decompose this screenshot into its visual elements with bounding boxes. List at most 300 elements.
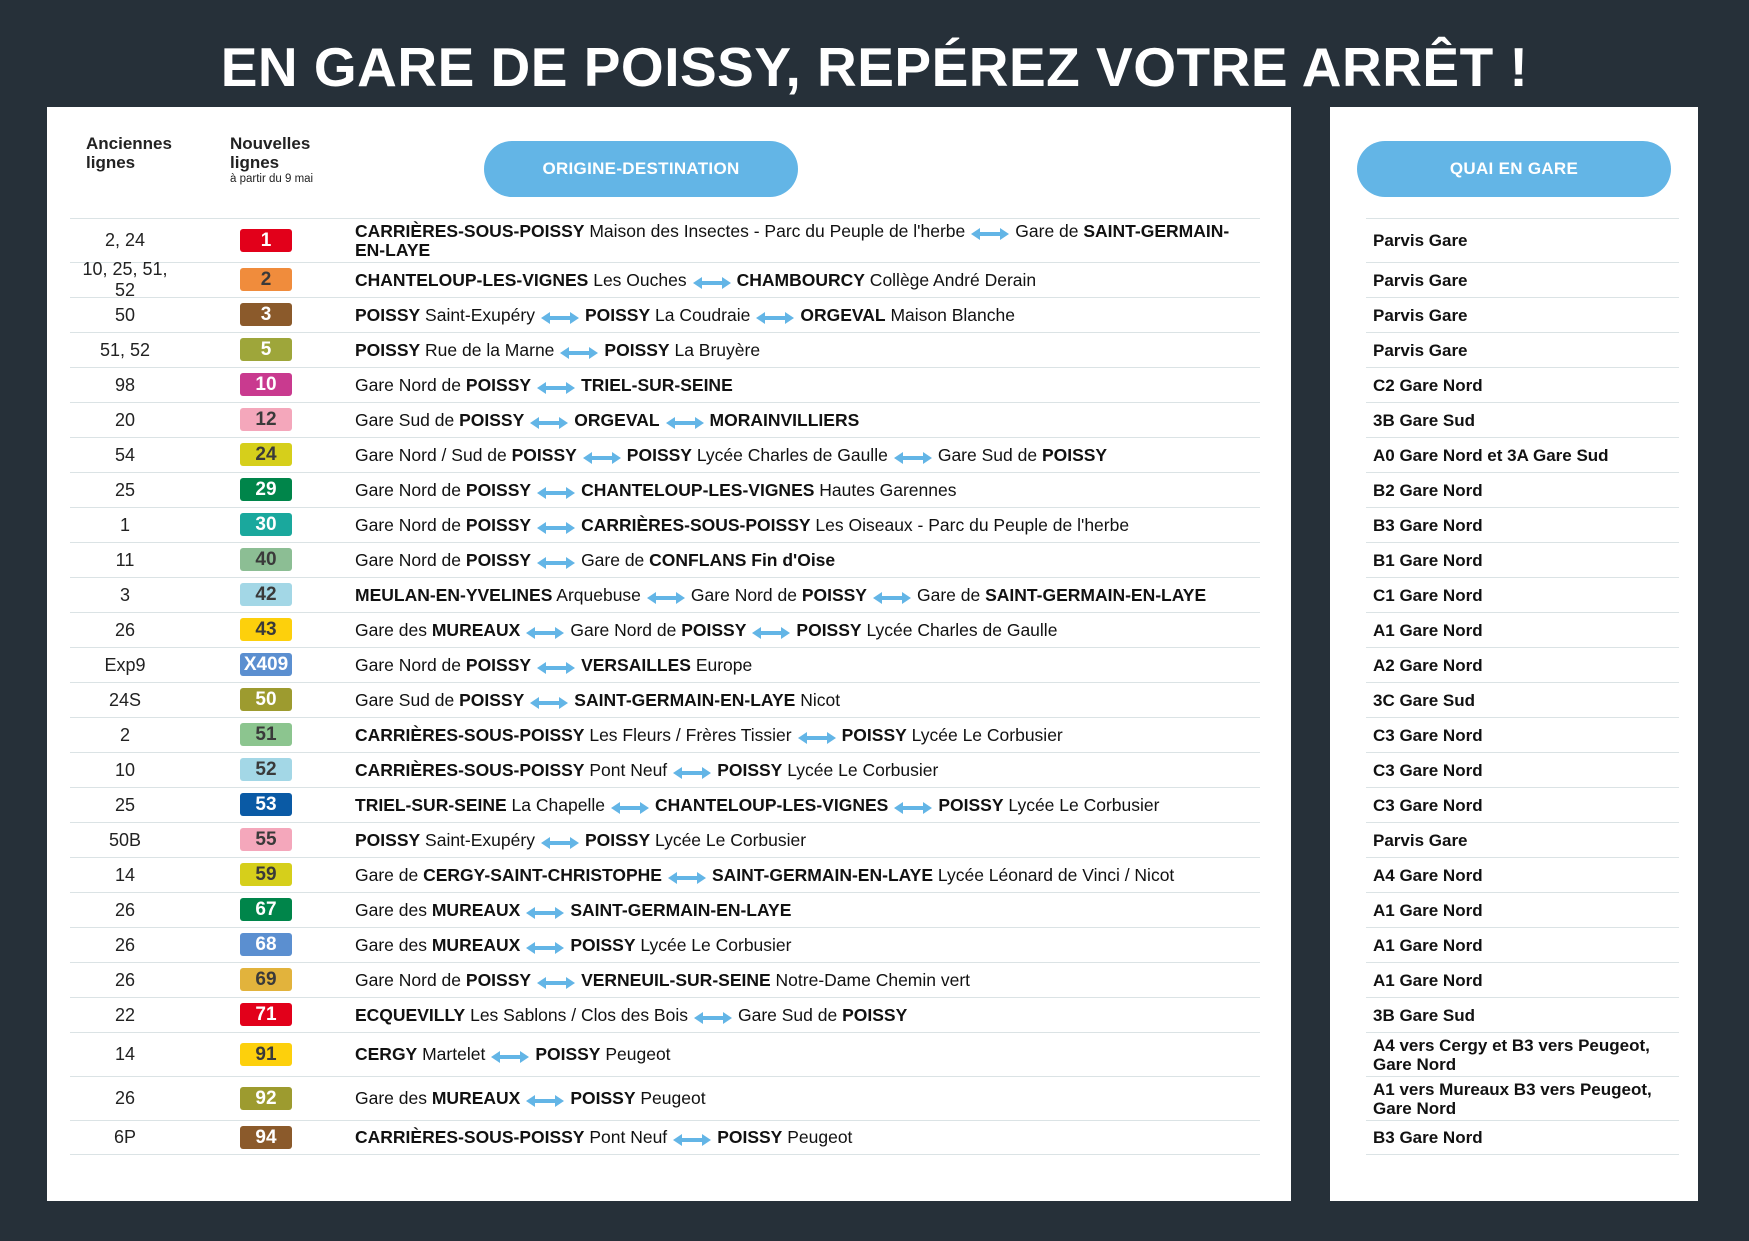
route-description (355, 1006, 1250, 1025)
route-row (70, 1120, 1260, 1155)
route-description (355, 551, 1250, 570)
route-town: SAINT-GERMAIN-EN-LAYE (570, 899, 792, 920)
route-town: SAINT-GERMAIN-EN-LAYE (574, 689, 796, 710)
route-stop: Nicot (795, 689, 841, 710)
route-stop: Gare Sud de (355, 409, 460, 430)
route-stop: Gare de (916, 584, 986, 605)
bidirectional-arrow-icon (798, 729, 836, 741)
platform-label: A0 Gare Nord et 3A Gare Sud (1373, 445, 1609, 465)
new-line-badge: 12 (240, 408, 292, 431)
platform-row (1366, 1120, 1679, 1155)
new-line-badge: 55 (240, 828, 292, 851)
route-town: MUREAUX (431, 934, 521, 955)
route-stop: Pont Neuf (584, 1127, 668, 1147)
route-row (70, 927, 1260, 962)
route-row (70, 542, 1260, 577)
old-line-number: 22 (114, 1004, 136, 1025)
route-stop: La Coudraie (650, 304, 751, 325)
route-stop: Gare Sud de (355, 689, 460, 710)
route-town: CERGY-SAINT-CHRISTOPHE (423, 864, 662, 885)
old-line-number: 24S (108, 689, 142, 710)
route-row (70, 682, 1260, 717)
route-stop: Peugeot (635, 1088, 706, 1108)
route-description (355, 621, 1250, 640)
route-description (355, 586, 1250, 605)
route-stop: Gare de (581, 549, 650, 570)
old-line-number: 14 (114, 864, 136, 885)
route-description (355, 831, 1250, 850)
bidirectional-arrow-icon (647, 589, 685, 601)
origin-destination-header: ORIGINE-DESTINATION (484, 141, 798, 197)
platform-row (1366, 647, 1679, 682)
route-row (70, 507, 1260, 542)
route-town: POISSY (801, 584, 867, 605)
platform-row (1366, 927, 1679, 962)
route-town: MORAINVILLIERS (709, 409, 860, 430)
route-town: POISSY (842, 1004, 908, 1025)
route-town: POISSY (465, 479, 532, 500)
platform-row (1366, 507, 1679, 542)
route-description (355, 271, 1250, 290)
old-line-number: 26 (114, 969, 136, 990)
route-town: ORGEVAL (800, 304, 886, 325)
route-description (355, 1128, 1250, 1147)
route-town: CHANTELOUP-LES-VIGNES (355, 269, 589, 290)
route-town: POISSY (584, 304, 651, 325)
route-town: MUREAUX (431, 899, 521, 920)
route-description (355, 411, 1250, 430)
route-town: MUREAUX (431, 619, 521, 640)
bidirectional-arrow-icon (673, 764, 711, 776)
route-stop: Les Ouches (588, 269, 687, 290)
platform-label: Parvis Gare (1373, 340, 1468, 360)
route-description (355, 936, 1250, 955)
new-line-badge: 3 (240, 303, 292, 326)
old-line-number: 2 (119, 724, 130, 745)
bidirectional-arrow-icon (537, 974, 575, 986)
route-stop: Gare des (355, 934, 432, 955)
route-stop: Lycée Charles de Gaulle (861, 619, 1058, 640)
route-town: CHAMBOURCY (736, 269, 865, 290)
platform-row (1366, 332, 1679, 367)
route-town: MEULAN-EN-YVELINES (355, 584, 553, 605)
new-line-badge: 92 (240, 1087, 292, 1110)
old-line-number: 2, 24 (104, 230, 146, 250)
old-line-number: 26 (114, 1088, 136, 1108)
route-town: POISSY (511, 444, 577, 465)
old-line-number: 98 (114, 374, 136, 395)
old-line-number: 25 (114, 479, 136, 500)
new-line-badge: 42 (240, 583, 292, 606)
old-line-number: 1 (119, 514, 130, 535)
platform-label: A2 Gare Nord (1373, 655, 1483, 675)
bidirectional-arrow-icon (537, 519, 575, 531)
platform-row (1366, 892, 1679, 927)
old-line-number: 26 (114, 899, 136, 920)
new-line-badge: 71 (240, 1003, 292, 1026)
route-town: POISSY (570, 934, 636, 955)
platform-label: A1 Gare Nord (1373, 620, 1483, 640)
platform-label: A1 Gare Nord (1373, 935, 1483, 955)
route-town: POISSY (465, 969, 532, 990)
route-town: POISSY (459, 689, 525, 710)
route-description (355, 971, 1250, 990)
route-description (355, 376, 1250, 395)
route-stop: Peugeot (600, 1044, 671, 1064)
new-line-badge: 1 (240, 229, 292, 252)
platform-label: 3C Gare Sud (1373, 690, 1476, 710)
platform-row (1366, 857, 1679, 892)
new-line-badge: 43 (240, 618, 292, 641)
new-line-badge: 68 (240, 933, 292, 956)
route-row (70, 1076, 1260, 1120)
bidirectional-arrow-icon (666, 414, 704, 426)
platform-label: A1 Gare Nord (1373, 900, 1483, 920)
bidirectional-arrow-icon (541, 834, 579, 846)
route-town: POISSY (465, 514, 532, 535)
route-description (355, 726, 1250, 745)
new-line-badge: 52 (240, 758, 292, 781)
route-row (70, 892, 1260, 927)
new-line-badge: 53 (240, 793, 292, 816)
platform-label: A1 Gare Nord (1373, 970, 1483, 990)
platform-row (1366, 1076, 1679, 1120)
platform-label: A1 vers Mureaux B3 vers Peugeot, Gare Nord (1373, 1079, 1652, 1118)
route-town: SAINT-GERMAIN-EN-LAYE (985, 584, 1207, 605)
route-town: POISSY (355, 829, 421, 850)
old-line-number: 14 (114, 1044, 136, 1064)
route-description (355, 656, 1250, 675)
route-row (70, 612, 1260, 647)
route-stop: Notre-Dame Chemin vert (770, 969, 971, 990)
route-description (355, 222, 1250, 260)
route-town: CERGY (355, 1044, 418, 1064)
route-town: TRIEL-SUR-SEINE (355, 794, 507, 815)
old-line-number: 10, 25, 51, 52 (82, 259, 168, 300)
route-row (70, 472, 1260, 507)
bidirectional-arrow-icon (530, 414, 568, 426)
route-row (70, 1032, 1260, 1076)
bidirectional-arrow-icon (894, 449, 932, 461)
route-stop: Gare de (1015, 220, 1084, 241)
route-description (355, 481, 1250, 500)
old-line-number: 26 (114, 619, 136, 640)
bidirectional-arrow-icon (526, 1092, 564, 1104)
platform-row (1366, 612, 1679, 647)
new-line-badge: 2 (240, 268, 292, 291)
route-row (70, 717, 1260, 752)
route-stop: Lycée Le Corbusier (906, 724, 1063, 745)
platform-label: B3 Gare Nord (1373, 1128, 1483, 1147)
route-town: POISSY (1041, 444, 1108, 465)
platform-row (1366, 262, 1679, 297)
platform-row (1366, 717, 1679, 752)
route-description (355, 1089, 1250, 1108)
route-town: CONFLANS Fin d'Oise (649, 549, 836, 570)
route-town: POISSY (465, 549, 532, 570)
route-stop: Gare Nord de (570, 619, 682, 640)
new-line-badge: X409 (240, 653, 292, 676)
bidirectional-arrow-icon (491, 1048, 529, 1060)
route-row (70, 437, 1260, 472)
route-row (70, 367, 1260, 402)
route-description (355, 1045, 1250, 1064)
bidirectional-arrow-icon (971, 225, 1009, 237)
route-row (70, 997, 1260, 1032)
bidirectional-arrow-icon (526, 939, 564, 951)
route-description (355, 691, 1250, 710)
bidirectional-arrow-icon (560, 344, 598, 356)
route-stop: Gare de (355, 864, 424, 885)
bidirectional-arrow-icon (668, 869, 706, 881)
platform-row (1366, 752, 1679, 787)
route-stop: Gare des (355, 619, 432, 640)
route-stop: Gare des (355, 899, 432, 920)
old-line-number: 50 (114, 304, 136, 325)
platform-row (1366, 542, 1679, 577)
platform-label: A4 vers Cergy et B3 vers Peugeot, Gare Nord (1373, 1035, 1650, 1074)
bidirectional-arrow-icon (537, 379, 575, 391)
new-line-badge: 51 (240, 723, 292, 746)
route-stop: Lycée Le Corbusier (650, 829, 807, 850)
route-table (70, 218, 1260, 1155)
route-town: CHANTELOUP-LES-VIGNES (581, 479, 815, 500)
route-town: CARRIÈRES-SOUS-POISSY (355, 220, 585, 241)
bidirectional-arrow-icon (694, 1009, 732, 1021)
route-description (355, 866, 1250, 885)
bidirectional-arrow-icon (526, 624, 564, 636)
route-stop: Gare des (355, 1088, 432, 1108)
header-new-lines-label: Nouvelles lignes (230, 134, 311, 172)
route-town: TRIEL-SUR-SEINE (581, 374, 733, 395)
new-line-badge: 69 (240, 968, 292, 991)
route-town: POISSY (355, 304, 421, 325)
route-row (70, 822, 1260, 857)
platform-label: B2 Gare Nord (1373, 480, 1483, 500)
old-line-number: 51, 52 (99, 339, 151, 360)
route-stop: Les Fleurs / Frères Tissier (584, 724, 792, 745)
route-description (355, 341, 1250, 360)
route-stop: Lycée Le Corbusier (635, 934, 792, 955)
platform-row (1366, 577, 1679, 612)
platform-row (1366, 437, 1679, 472)
route-row (70, 752, 1260, 787)
route-stop: Gare Nord / Sud de (355, 444, 512, 465)
route-stop: La Bruyère (669, 339, 761, 360)
route-description (355, 901, 1250, 920)
route-town: CARRIÈRES-SOUS-POISSY (581, 514, 811, 535)
bidirectional-arrow-icon (611, 799, 649, 811)
page-title: EN GARE DE POISSY, REPÉREZ VOTRE ARRÊT ! (220, 36, 1529, 98)
bidirectional-arrow-icon (537, 484, 575, 496)
route-town: CARRIÈRES-SOUS-POISSY (355, 724, 585, 745)
route-town: POISSY (626, 444, 692, 465)
platform-label: A4 Gare Nord (1373, 865, 1483, 885)
platform-label: C3 Gare Nord (1373, 725, 1483, 745)
new-line-badge: 29 (240, 478, 292, 501)
route-stop: Gare Nord de (355, 654, 466, 675)
platform-label: Parvis Gare (1373, 830, 1468, 850)
bidirectional-arrow-icon (537, 554, 575, 566)
bidirectional-arrow-icon (873, 589, 911, 601)
route-stop: Les Oiseaux - Parc du Peuple de l'herbe (810, 514, 1130, 535)
route-town: POISSY (604, 339, 670, 360)
platform-row (1366, 218, 1679, 262)
route-town: CARRIÈRES-SOUS-POISSY (355, 759, 585, 780)
old-line-number: 3 (119, 584, 130, 605)
route-description (355, 446, 1250, 465)
platform-table (1366, 218, 1679, 1155)
route-row (70, 962, 1260, 997)
route-row (70, 857, 1260, 892)
bidirectional-arrow-icon (541, 309, 579, 321)
bidirectional-arrow-icon (530, 694, 568, 706)
route-town: POISSY (841, 724, 907, 745)
platform-label: 3B Gare Sud (1373, 410, 1476, 430)
new-line-badge: 50 (240, 688, 292, 711)
old-line-number: 20 (114, 409, 136, 430)
route-town: CHANTELOUP-LES-VIGNES (654, 794, 889, 815)
route-stop: Collège André Derain (864, 269, 1037, 290)
old-line-number: Exp9 (104, 654, 146, 675)
routes-panel (47, 107, 1291, 1201)
route-stop: Saint-Exupéry (420, 829, 535, 850)
route-stop: Lycée Charles de Gaulle (691, 444, 888, 465)
old-line-number: 54 (114, 444, 136, 465)
platform-label: Parvis Gare (1373, 231, 1468, 250)
route-description (355, 516, 1250, 535)
platform-header: QUAI EN GARE (1357, 141, 1671, 197)
new-line-badge: 67 (240, 898, 292, 921)
header-new-lines-date: à partir du 9 mai (230, 173, 314, 185)
route-stop: Lycée Le Corbusier (782, 759, 939, 780)
route-row (70, 332, 1260, 367)
route-stop: Maison des Insectes - Parc du Peuple de l'herbe (584, 220, 966, 241)
route-town: POISSY (717, 759, 783, 780)
platform-panel (1330, 107, 1698, 1201)
platform-label: 3B Gare Sud (1373, 1005, 1476, 1025)
old-line-number: 11 (115, 549, 135, 570)
route-town: POISSY (535, 1044, 601, 1064)
route-town: POISSY (459, 409, 525, 430)
platform-label: Parvis Gare (1373, 305, 1468, 325)
platform-label: C3 Gare Nord (1373, 795, 1483, 815)
route-description (355, 796, 1250, 815)
platform-label: B3 Gare Nord (1373, 515, 1483, 535)
old-line-number: 26 (114, 934, 136, 955)
route-stop: Pont Neuf (584, 759, 668, 780)
route-stop: Arquebuse (552, 584, 641, 605)
new-line-badge: 5 (240, 338, 292, 361)
route-town: MUREAUX (431, 1088, 521, 1108)
route-town: POISSY (465, 654, 532, 675)
route-stop: La Chapelle (506, 794, 605, 815)
platform-label: B1 Gare Nord (1373, 550, 1483, 570)
route-stop: Lycée Léonard de Vinci / Nicot (933, 864, 1175, 885)
bidirectional-arrow-icon (752, 624, 790, 636)
platform-label: Parvis Gare (1373, 270, 1468, 290)
header-new-lines (230, 134, 350, 186)
platform-row (1366, 787, 1679, 822)
route-stop: Gare Nord de (355, 969, 466, 990)
route-town: POISSY (465, 374, 532, 395)
platform-row (1366, 682, 1679, 717)
platform-label: C1 Gare Nord (1373, 585, 1483, 605)
route-stop: Martelet (417, 1044, 486, 1064)
route-stop: Gare Nord de (355, 549, 466, 570)
platform-row (1366, 297, 1679, 332)
bidirectional-arrow-icon (756, 309, 794, 321)
new-line-badge: 94 (240, 1126, 292, 1149)
route-row (70, 577, 1260, 612)
bidirectional-arrow-icon (526, 904, 564, 916)
route-row (70, 259, 1260, 300)
old-line-number: 10 (114, 759, 136, 780)
route-stop: Gare Nord de (355, 374, 466, 395)
bidirectional-arrow-icon (537, 659, 575, 671)
route-town: POISSY (584, 829, 651, 850)
route-town: CARRIÈRES-SOUS-POISSY (355, 1127, 585, 1147)
platform-row (1366, 1032, 1679, 1076)
platform-row (1366, 367, 1679, 402)
new-line-badge: 59 (240, 863, 292, 886)
route-stop: Lycée Le Corbusier (1003, 794, 1160, 815)
bidirectional-arrow-icon (894, 799, 932, 811)
new-line-badge: 30 (240, 513, 292, 536)
route-town: VERSAILLES (581, 654, 691, 675)
route-stop: Europe (690, 654, 753, 675)
old-line-number: 6P (113, 1127, 137, 1147)
route-row (70, 218, 1260, 262)
route-row (70, 297, 1260, 332)
platform-row (1366, 997, 1679, 1032)
old-line-number: 50B (108, 829, 142, 850)
new-line-badge: 10 (240, 373, 292, 396)
platform-row (1366, 962, 1679, 997)
route-stop: Gare Sud de (937, 444, 1042, 465)
route-description (355, 761, 1250, 780)
old-line-number: 25 (114, 794, 136, 815)
route-town: POISSY (681, 619, 747, 640)
route-stop: Gare Nord de (355, 479, 466, 500)
platform-label: C3 Gare Nord (1373, 760, 1483, 780)
new-line-badge: 40 (240, 548, 292, 571)
route-town: ECQUEVILLY (355, 1004, 466, 1025)
route-stop: Peugeot (782, 1127, 853, 1147)
platform-row (1366, 402, 1679, 437)
bidirectional-arrow-icon (583, 449, 621, 461)
route-stop: Gare Sud de (737, 1004, 843, 1025)
platform-row (1366, 822, 1679, 857)
route-town: SAINT-GERMAIN-EN-LAYE (711, 864, 934, 885)
route-description (355, 306, 1250, 325)
new-line-badge: 24 (240, 443, 292, 466)
route-stop: Rue de la Marne (420, 339, 555, 360)
route-town: POISSY (796, 619, 862, 640)
route-stop: Saint-Exupéry (420, 304, 535, 325)
bidirectional-arrow-icon (693, 274, 731, 286)
bidirectional-arrow-icon (673, 1131, 711, 1143)
route-stop: Les Sablons / Clos des Bois (465, 1004, 688, 1025)
route-town: POISSY (355, 339, 421, 360)
route-stop: Hautes Garennes (814, 479, 957, 500)
route-town: POISSY (938, 794, 1004, 815)
route-stop: Gare Nord de (355, 514, 466, 535)
platform-row (1366, 472, 1679, 507)
route-town: ORGEVAL (574, 409, 660, 430)
new-line-badge: 91 (240, 1043, 292, 1066)
route-town: VERNEUIL-SUR-SEINE (581, 969, 771, 990)
